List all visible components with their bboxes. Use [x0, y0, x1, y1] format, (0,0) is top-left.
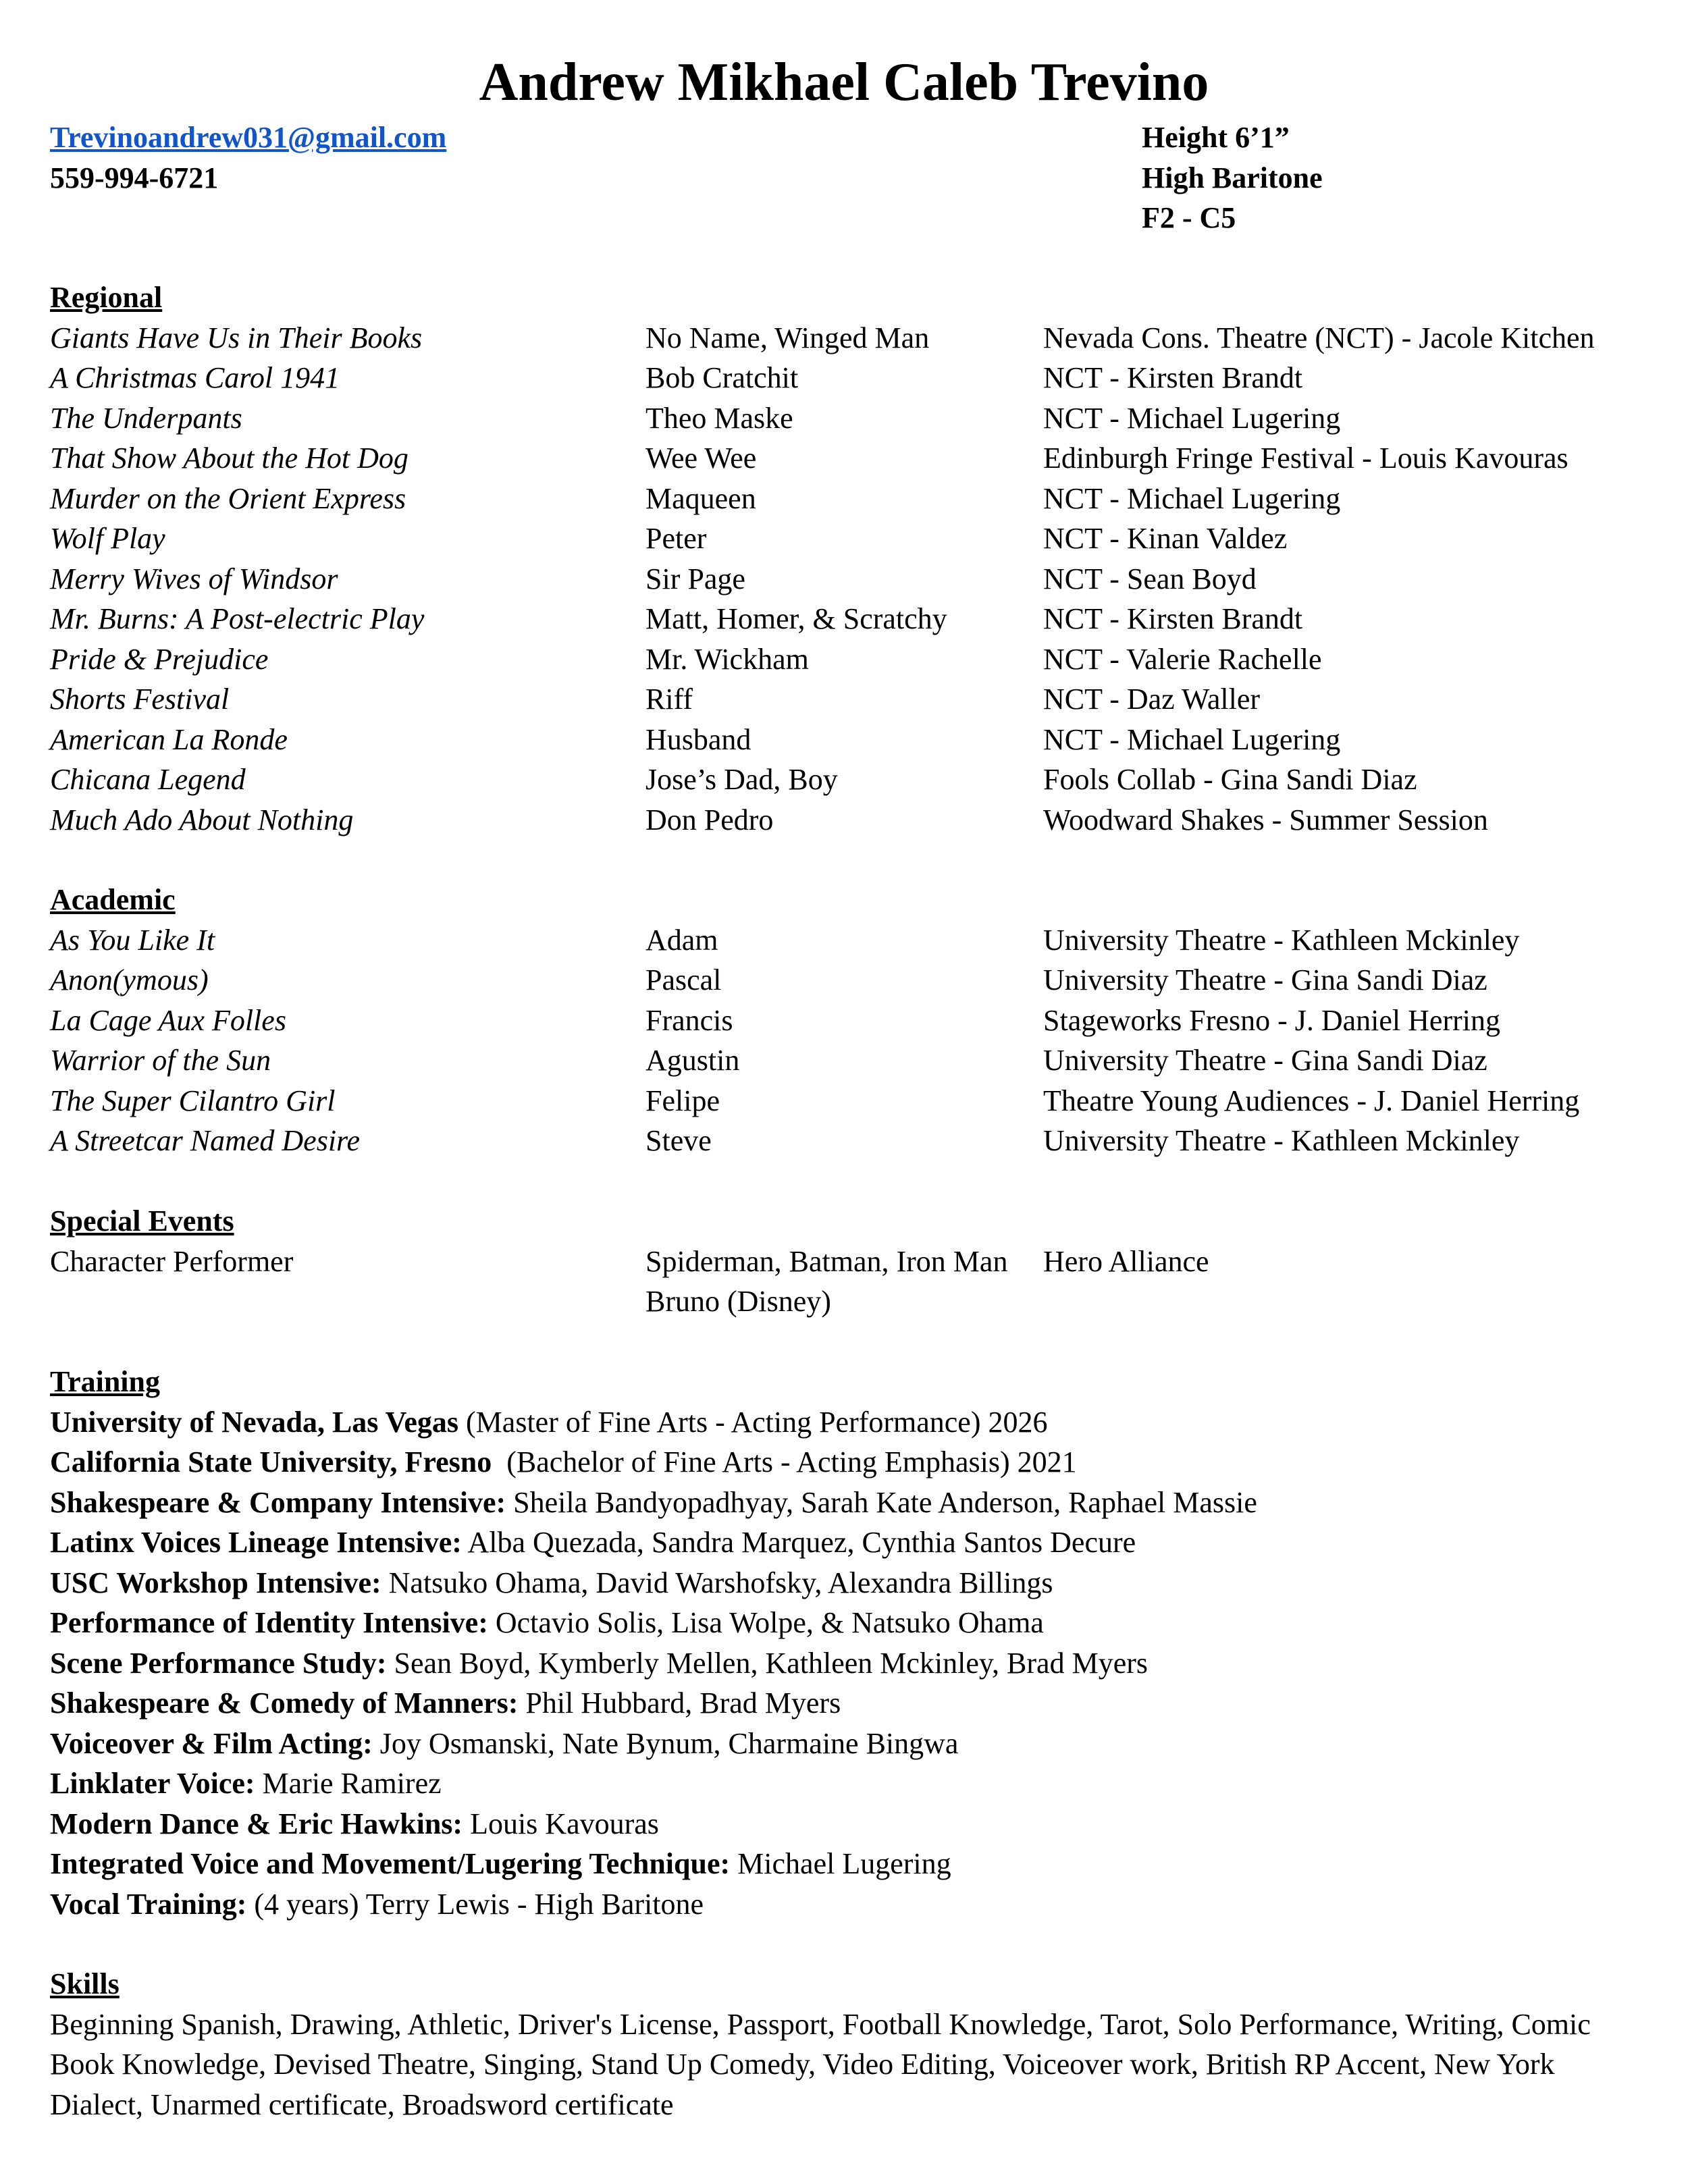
credit-role: Matt, Homer, & Scratchy [645, 602, 947, 635]
training-item [50, 1603, 1643, 1643]
credit-role: Agustin [645, 1044, 740, 1077]
training-detail: Marie Ramirez [255, 1767, 442, 1800]
training-list [50, 1402, 1643, 1925]
credit-role: Don Pedro [645, 803, 774, 836]
credit-role: Spiderman, Batman, Iron Man Bruno (Disney) [645, 1244, 1008, 1318]
credit-company: Nevada Cons. Theatre (NCT) - Jacole Kitchen [1043, 321, 1595, 354]
training-detail: Sean Boyd, Kymberly Mellen, Kathleen Mckinley, Brad Myers [386, 1646, 1149, 1680]
credit-company: NCT - Sean Boyd [1043, 562, 1257, 595]
credit-title: Shorts Festival [50, 683, 230, 716]
credit-row [50, 1121, 1643, 1161]
credit-title: Pride & Prejudice [50, 642, 269, 676]
physical-info [1142, 117, 1323, 238]
credit-row [50, 960, 1643, 1001]
credit-row [50, 1242, 1643, 1322]
credit-company: NCT - Kinan Valdez [1043, 522, 1288, 555]
credit-company: University Theatre - Gina Sandi Diaz [1043, 963, 1487, 996]
credit-role: Theo Maske [645, 401, 793, 435]
skills-heading: Skills [50, 1967, 120, 2000]
credit-company: NCT - Michael Lugering [1043, 481, 1341, 515]
training-label: Scene Performance Study: [50, 1646, 387, 1680]
credit-title: Mr. Burns: A Post-electric Play [50, 602, 425, 635]
credit-row [50, 639, 1643, 680]
credit-title: That Show About the Hot Dog [50, 442, 408, 475]
credit-company: Stageworks Fresno - J. Daniel Herring [1043, 1003, 1500, 1037]
credit-title: A Streetcar Named Desire [50, 1124, 361, 1157]
credit-company: Fools Collab - Gina Sandi Diaz [1043, 763, 1417, 796]
credit-company: NCT - Kirsten Brandt [1043, 602, 1303, 635]
email-link[interactable]: Trevinoandrew031@gmail.com [50, 121, 447, 154]
credit-title: Murder on the Orient Express [50, 481, 406, 515]
credit-title: Warrior of the Sun [50, 1044, 271, 1077]
credit-company: NCT - Michael Lugering [1043, 401, 1341, 435]
credit-row [50, 479, 1643, 519]
training-detail: Phil Hubbard, Brad Myers [518, 1686, 841, 1720]
credit-company: Woodward Shakes - Summer Session [1043, 803, 1488, 836]
credit-row [50, 318, 1643, 358]
training-item [50, 1483, 1643, 1523]
skills-text: Beginning Spanish, Drawing, Athletic, Driver's License, Passport, Football Knowledge, Tarot, Solo Performance, Writing, Comic Book Knowledge, Devised Theatre, Singing, Stand Up Comedy, Video Editing, Voiceover work, British RP Accent, New York Dialect, Unarmed certificate, Broadsword certificate [50, 2007, 1591, 2121]
credit-role: Felipe [645, 1084, 720, 1117]
training-label: California State University, Fresno [50, 1445, 492, 1479]
training-label: Integrated Voice and Movement/Lugering Technique: [50, 1847, 731, 1880]
training-item [50, 1804, 1643, 1844]
training-detail: Octavio Solis, Lisa Wolpe, & Natsuko Ohama [487, 1606, 1044, 1639]
training-detail: Louis Kavouras [463, 1807, 659, 1840]
credit-title: Much Ado About Nothing [50, 803, 354, 836]
training-item [50, 1844, 1643, 1884]
training-detail: (Bachelor of Fine Arts - Acting Emphasis) 2021 [492, 1445, 1077, 1479]
credit-title: Merry Wives of Windsor [50, 562, 338, 595]
special-events-list [50, 1242, 1643, 1322]
credit-role: Pascal [645, 963, 722, 996]
credit-row [50, 920, 1643, 961]
credit-title: As You Like It [50, 923, 215, 957]
credit-role: Husband [645, 722, 751, 756]
training-detail: Michael Lugering [730, 1847, 951, 1880]
credit-role: Sir Page [645, 562, 745, 595]
credit-company: University Theatre - Kathleen Mckinley [1043, 1124, 1520, 1157]
credit-title: Wolf Play [50, 522, 165, 555]
credit-role: Mr. Wickham [645, 642, 809, 676]
credit-role: Adam [645, 923, 718, 957]
training-label: Shakespeare & Company Intensive: [50, 1485, 506, 1519]
training-item [50, 1402, 1643, 1443]
credit-role: Steve [645, 1124, 712, 1157]
credit-role: Bob Cratchit [645, 361, 799, 394]
credit-row [50, 358, 1643, 398]
credit-company: NCT - Daz Waller [1043, 683, 1261, 716]
credit-row [50, 599, 1643, 639]
training-label: Latinx Voices Lineage Intensive: [50, 1526, 462, 1559]
training-item [50, 1884, 1643, 1925]
credit-company: Hero Alliance [1043, 1244, 1209, 1278]
credit-row [50, 760, 1643, 800]
training-item [50, 1442, 1643, 1483]
credit-row [50, 1040, 1643, 1081]
credit-role: No Name, Winged Man [645, 321, 930, 354]
credit-company: NCT - Kirsten Brandt [1043, 361, 1303, 394]
academic-credits-list [50, 920, 1643, 1161]
credit-role: Jose’s Dad, Boy [645, 763, 838, 796]
credit-row [50, 518, 1643, 559]
training-label: Shakespeare & Comedy of Manners: [50, 1686, 519, 1720]
special-events-section [50, 1201, 1643, 1322]
credit-role: Riff [645, 683, 693, 716]
credit-company: Theatre Young Audiences - J. Daniel Herring [1043, 1084, 1580, 1117]
regional-section [50, 277, 1643, 840]
training-section [50, 1362, 1643, 1924]
training-item [50, 1563, 1643, 1603]
training-detail: Alba Quezada, Sandra Marquez, Cynthia Santos Decure [461, 1526, 1136, 1559]
credit-title: American La Ronde [50, 722, 288, 756]
training-detail: Natsuko Ohama, David Warshofsky, Alexandra Billings [381, 1566, 1053, 1599]
credit-title: The Underpants [50, 401, 242, 435]
credit-title: A Christmas Carol 1941 [50, 361, 340, 394]
regional-heading: Regional [50, 281, 163, 314]
credit-row [50, 800, 1643, 841]
phone-number: 559-994-6721 [50, 161, 219, 194]
special-events-heading: Special Events [50, 1204, 234, 1237]
credit-row [50, 1001, 1643, 1041]
skills-section [50, 1964, 1643, 2125]
training-label: Linklater Voice: [50, 1767, 255, 1800]
training-detail: Sheila Bandyopadhyay, Sarah Kate Anderson, Raphael Massie [506, 1485, 1257, 1519]
credit-title: La Cage Aux Folles [50, 1003, 286, 1037]
credit-company: NCT - Michael Lugering [1043, 722, 1341, 756]
credit-title: Giants Have Us in Their Books [50, 321, 423, 354]
credit-company: University Theatre - Gina Sandi Diaz [1043, 1044, 1487, 1077]
voice-type-text: High Baritone [1142, 161, 1323, 194]
training-label: University of Nevada, Las Vegas [50, 1405, 459, 1439]
credit-role: Peter [645, 522, 707, 555]
training-detail: Joy Osmanski, Nate Bynum, Charmaine Bingwa [372, 1726, 959, 1760]
training-item [50, 1724, 1643, 1764]
training-item [50, 1683, 1643, 1724]
credit-row [50, 559, 1643, 600]
credit-role: Francis [645, 1003, 733, 1037]
credit-row [50, 438, 1643, 479]
academic-section [50, 880, 1643, 1161]
credit-company: University Theatre - Kathleen Mckinley [1043, 923, 1520, 957]
height-text: Height 6’1” [1142, 121, 1290, 154]
training-label: Modern Dance & Eric Hawkins: [50, 1807, 463, 1840]
credit-row [50, 679, 1643, 720]
credit-role: Wee Wee [645, 442, 757, 475]
regional-credits-list [50, 318, 1643, 841]
training-label: Performance of Identity Intensive: [50, 1606, 488, 1639]
vocal-range-text: F2 - C5 [1142, 201, 1236, 234]
training-detail: (4 years) Terry Lewis - High Baritone [246, 1887, 704, 1921]
credit-company: Edinburgh Fringe Festival - Louis Kavouras [1043, 442, 1568, 475]
credit-title: The Super Cilantro Girl [50, 1084, 336, 1117]
actor-name: Andrew Mikhael Caleb Trevino [479, 53, 1209, 112]
training-heading: Training [50, 1365, 161, 1398]
credit-row [50, 720, 1643, 760]
training-item [50, 1763, 1643, 1804]
credit-row [50, 398, 1643, 439]
credit-role: Maqueen [645, 481, 756, 515]
credit-row [50, 1081, 1643, 1121]
credit-company: NCT - Valerie Rachelle [1043, 642, 1322, 676]
contact-info [50, 117, 446, 198]
training-label: USC Workshop Intensive: [50, 1566, 381, 1599]
training-detail: (Master of Fine Arts - Acting Performance) 2026 [458, 1405, 1048, 1439]
training-item [50, 1643, 1643, 1684]
training-item [50, 1522, 1643, 1563]
credit-title: Anon(ymous) [50, 963, 209, 996]
credit-title: Chicana Legend [50, 763, 246, 796]
credit-title: Character Performer [50, 1244, 294, 1278]
academic-heading: Academic [50, 883, 176, 916]
training-label: Voiceover & Film Acting: [50, 1726, 373, 1760]
training-label: Vocal Training: [50, 1887, 247, 1921]
